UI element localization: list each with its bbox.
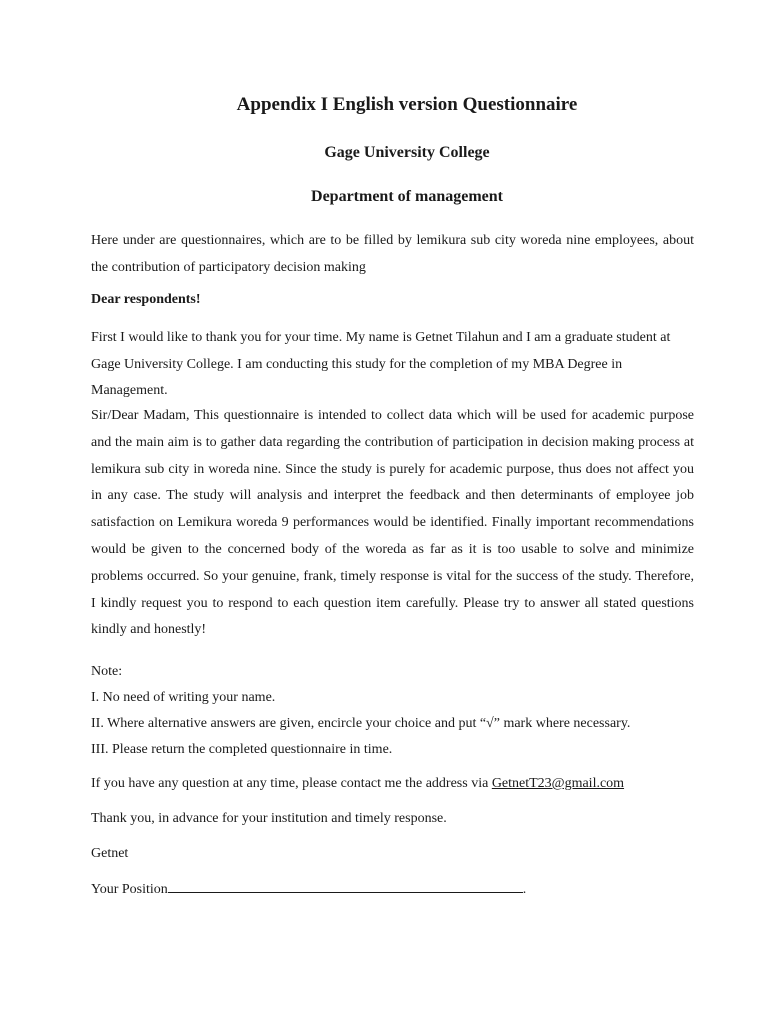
note-section	[91, 659, 694, 763]
note-item: II. Where alternative answers are given, encircle your choice and put “√” mark where necessary.	[91, 716, 631, 731]
greeting: Dear respondents!	[91, 292, 201, 307]
thanks-line: Thank you, in advance for your institution and timely response.	[91, 811, 447, 826]
position-blank-line[interactable]	[168, 877, 523, 893]
purpose-paragraph: Sir/Dear Madam, This questionnaire is intended to collect data which will be used for academic purpose and the main aim is to gather data regarding the contribution of participation in decision making process at lemikura sub city in woreda nine. Since the study is purely for academic purpose, thus does not affect you in any case. The study will analysis and interpret the feedback and then determinants of employee job satisfaction on Lemikura woreda 9 performances would be identified. Finally important recommendations would be given to the concerned body of the woreda as far as it is too usable to solve and minimize problems occurred. So your genuine, frank, timely response is vital for the success of the study. Therefore, I kindly request you to respond to each question item carefully. Please try to answer all stated questions kindly and honestly!	[91, 408, 694, 638]
email-link[interactable]: GetnetT23@gmail.com	[491, 776, 625, 791]
note-item: III. Please return the completed questionnaire in time.	[91, 742, 393, 757]
document-title: Appendix I English version Questionnaire	[236, 94, 578, 115]
contact-text: If you have any question at any time, please contact me the address via	[91, 776, 492, 791]
signature: Getnet	[91, 846, 129, 861]
note-item: I. No need of writing your name.	[91, 690, 276, 705]
note-heading: Note:	[91, 664, 123, 679]
introduction-paragraph: First I would like to thank you for your time. My name is Getnet Tilahun and I am a graduate student at Gage University College. I am conducting this study for the completion of my MBA Degree in Management.	[91, 330, 671, 398]
university-name: Gage University College	[324, 144, 490, 161]
position-label: Your Position	[91, 882, 168, 897]
position-field	[91, 877, 694, 901]
position-suffix: .	[522, 882, 527, 897]
department-name: Department of management	[311, 188, 503, 205]
intro-paragraph: Here under are questionnaires, which are to be filled by lemikura sub city woreda nine employees, about the contribution of participatory decision making	[91, 233, 694, 275]
contact-line	[91, 773, 694, 795]
